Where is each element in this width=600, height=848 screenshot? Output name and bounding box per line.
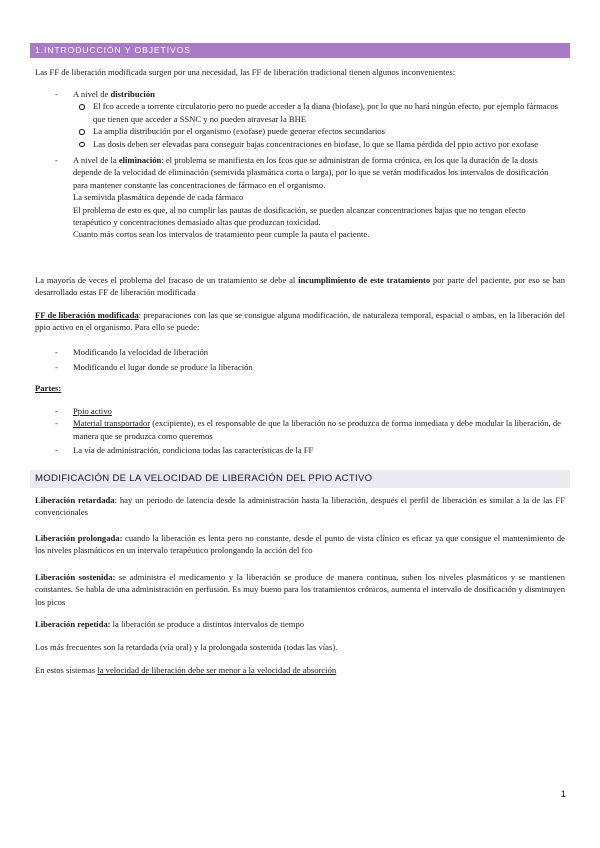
distribucion-sublist: [73, 100, 565, 150]
section-heading-introduccion: 1.INTRODUCCIÓN Y OBJETIVOS: [30, 43, 570, 58]
list-item: - Ppio activo: [55, 406, 112, 416]
list-item: - Material transportador (excipiente), es el responsable de que la liberación no se produzca de forma inmediata y debe modular la liberación, de manera que se produzca como queremos: [55, 418, 561, 441]
list-item: - La vía de administración, condiciona todas las características de la FF: [55, 445, 314, 456]
eliminacion-item: - A nivel de la eliminación: el problema se manifiesta en los fcos que se administran de forma crónica, en los que la duración de la dosis depende de la velocidad de eliminación (semivida plasmática corta o larga), por lo que se verán modificados los intervalos de dosificación para mantener constante las concentraciones de fármaco en el organismo. La semivida plasmática depende de cada fármaco El problema de esto es que, al no cumplir las pautas de dosificación, se pueden alcanzar concentraciones bajas que no tengan efecto terapéutico y concentraciones demasiado altas que produzcan toxicidad. Cuanto más cortos sean los intervalos de tratamiento peor cumple la pauta el paciente.: [35, 154, 565, 241]
eliminacion-line: El problema de esto es que, al no cumplir las pautas de dosificación, se pueden alcanzar concentraciones bajas que no tengan efecto terapéutico y concentraciones demasiado altas que produzcan toxicidad.: [73, 204, 526, 228]
frecuentes-paragraph: Los más frecuentes son la retardada (vía oral) y la prolongada sostenida (todas las vías).: [35, 642, 338, 652]
ppio-activo-term: Ppio activo: [73, 406, 112, 416]
dash-bullet: -: [55, 89, 58, 99]
circle-bullet-icon: [79, 142, 85, 148]
ff-definition-paragraph: FF de liberación modificada: preparaciones con las que se consigue alguna modificación, de naturaleza temporal, espacial o ambas, en la liberación del ppio activo en el organismo. Para ello se puede:: [35, 310, 565, 333]
sostenida-paragraph: Liberación sostenida: se administra el medicamento y la liberación se produce de manera continua, suben los niveles plasmáticos y se mantienen constantes. Se habla de una administración en perfusión. Es muy bueno para los tratamientos crónicos, aumenta el intervalo de dosificación y disminuyen los picos: [35, 572, 565, 607]
prolongada-paragraph: Liberación prolongada: cuando la liberación es lenta pero no constante, desde el punto de vista clínico es eficaz ya que consigue el mantenimiento de los niveles plasmáticos en un intervalo terapéutico prolongando la acción del fco: [35, 533, 565, 556]
modos-list: [35, 346, 565, 374]
distribucion-item: - A nivel de distribución El fco accede a torrente circulatorio pero no puede acceder a la diana (biofase), por lo que no hará ningún efecto, por ejemplo fármacos que tienen que acceder a SSNC y no pueden atravesar la BHE La amplia distribución por el organismo (exofase) puede generar efectos secundarios Las dosis deben ser elevadas para conseguir bajas concentraciones en biofase, lo que se llama pérdida del ppio activo por exofase: [35, 88, 565, 150]
dash-bullet: -: [55, 155, 58, 166]
distribucion-subitem: Las dosis deben ser elevadas para conseguir bajas concentraciones en biofase, lo que se llama pérdida del ppio activo por exofase: [73, 138, 565, 150]
page-number: 1: [560, 789, 566, 800]
distribucion-term: distribución: [110, 89, 155, 99]
retardada-term: Liberación retardada: [35, 495, 115, 505]
list-item: - Modificando el lugar donde se produce la liberación: [55, 362, 253, 373]
section-heading-modificacion: MODIFICACIÓN DE LA VELOCIDAD DE LIBERACIÓN DEL PPIO ACTIVO: [30, 470, 570, 488]
sistemas-paragraph: En estos sistemas la velocidad de liberación debe ser menor a la velocidad de absorción: [35, 665, 337, 675]
velocidad-underlined: la velocidad de liberación debe ser menor a la velocidad de absorción: [97, 665, 337, 675]
partes-title: Partes:: [35, 383, 62, 393]
repetida-paragraph: Liberación repetida: la liberación se produce a distintos intervalos de tiempo: [35, 619, 305, 629]
retardada-paragraph: Liberación retardada: hay un periodo de latencia desde la administración hasta la liberación, después el perfil de liberación es similar a la de las FF convencionales: [35, 495, 565, 518]
incumplimiento-paragraph: La mayoría de veces el problema del fracaso de un tratamiento se debe al incumplimiento de este tratamiento por parte del paciente, por eso se han desarrollado estas FF de liberación modificada: [35, 275, 565, 298]
sostenida-term: Liberación sostenida:: [35, 572, 116, 582]
material-transportador-term: Material transportador: [73, 418, 151, 429]
prolongada-term: Liberación prolongada:: [35, 533, 123, 543]
circle-bullet-icon: [79, 129, 85, 135]
list-item: - Modificando la velocidad de liberación: [55, 347, 209, 357]
inconvenientes-list: [35, 88, 565, 241]
eliminacion-line: La semivida plasmática depende de cada fármaco: [73, 192, 244, 203]
repetida-term: Liberación repetida:: [35, 619, 111, 629]
partes-list: [35, 405, 565, 457]
incumplimiento-term: incumplimiento de este tratamiento: [298, 275, 431, 285]
ff-definition-term: FF de liberación modificada: [35, 310, 139, 320]
eliminacion-term: eliminación: [118, 155, 162, 166]
eliminacion-line: Cuanto más cortos sean los intervalos de tratamiento peor cumple la pauta el paciente.: [73, 229, 370, 240]
intro-paragraph: Las FF de liberación modificada surgen por una necesidad, las FF de liberación tradicional tienen algunos inconvenientes:: [35, 67, 456, 77]
distribucion-subitem: La amplia distribución por el organismo (exofase) puede generar efectos secundarios: [73, 125, 565, 137]
circle-bullet-icon: [79, 104, 85, 110]
distribucion-subitem: El fco accede a torrente circulatorio pero no puede acceder a la diana (biofase), por lo que no hará ningún efecto, por ejemplo fármacos que tienen que acceder a SSNC y no pueden atravesar la BHE: [73, 100, 565, 125]
